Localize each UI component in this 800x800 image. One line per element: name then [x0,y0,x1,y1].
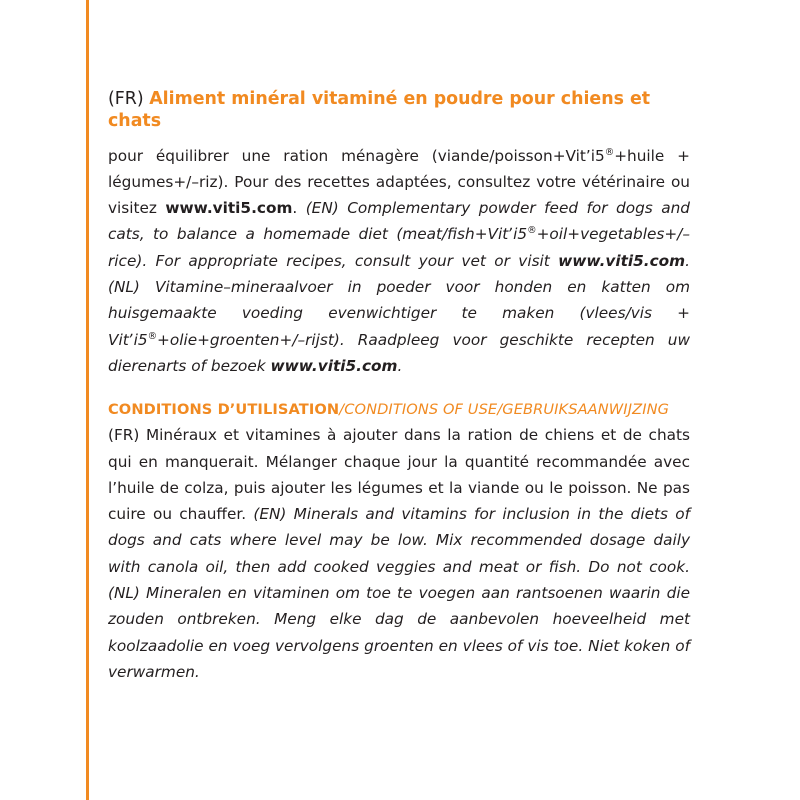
conditions-fr-language-tag: (FR) [108,426,140,445]
conditions-fr-text: Minéraux et vitamines à ajouter dans la ration de chiens et de chats qui en manquerait. Mélanger chaque jour la quantité recommandée avec lʼhuile de colza, puis ajouter les légumes et la viande ou le poisson. Ne pas cuire ou chauffer. [108,426,690,524]
accent-vertical-rule [86,0,89,800]
description-nl-language-tag: (NL) [108,278,140,297]
registered-trademark-symbol: ® [147,330,158,342]
website-link-nl[interactable]: www.viti5.com [270,356,398,375]
conditions-nl-language-tag: (NL) [108,583,140,602]
conditions-section-header [108,401,690,418]
registered-trademark-symbol: ® [604,146,615,158]
website-link-en[interactable]: www.viti5.com [558,251,686,270]
conditions-header-separator: / [497,401,503,419]
conditions-nl-text: Mineralen en vitaminen om toe te voegen aan rantsoenen waarin die zouden ontbreken. Meng elke dag de aanbevolen hoeveelheid met koolzaadolie en voeg vervolgens groenten en vlees of vis toe. Niet koken of verwarmen. [108,583,690,681]
description-en-language-tag: (EN) [305,199,339,218]
conditions-en-text: Minerals and vitamins for inclusion in the diets of dogs and cats where level may be low. Mix recommended dosage daily with canola oil, then add cooked veggies and meat or fish. Do not cook. [108,505,690,576]
description-nl-after-link: . [397,356,403,375]
description-en-part2: +oil+vegetables+/–rice). For appropriate recipes, consult your vet or visit [108,225,690,270]
heading-language-tag: (FR) [108,89,144,109]
page-title: Aliment minéral vitaminé en poudre pour chiens et chats [108,89,651,132]
registered-trademark-symbol: ® [527,225,537,237]
product-description-paragraph [108,143,690,380]
description-fr-part2: +huile + légumes+/–riz). Pour des recettes adaptées, consultez votre vétérinaire ou visitez [108,146,690,218]
website-link-fr[interactable]: www.viti5.com [165,199,293,218]
description-nl-part1: Vitamine–mineraalvoer in poeder voor honden en katten om huisgemaakte voeding evenwichtiger te maken (vlees/vis + Vitʼi5 [108,278,690,349]
label-content [108,88,690,685]
description-en-part1: Complementary powder feed for dogs and cats, to balance a homemade diet (meat/fish+Vitʼi5 [108,199,690,244]
description-fr-part1: pour équilibrer une ration ménagère (viande/poisson+Vitʼi5 [108,146,605,165]
conditions-header-nl: GEBRUIKSAANWIJZING [502,401,670,419]
conditions-header-en: CONDITIONS OF USE [344,401,498,419]
description-nl-part2: +olie+groenten+/–rijst). Raadpleeg voor geschikte recepten uw dierenarts of bezoek [108,330,690,375]
description-fr-after-link: . [292,199,306,218]
conditions-header-separator: / [339,401,345,419]
conditions-en-language-tag: (EN) [253,505,287,524]
product-heading [108,88,690,133]
conditions-of-use-paragraph [108,422,690,685]
conditions-header-fr: CONDITIONS DʼUTILISATION [108,401,340,419]
description-en-after-link: . [685,251,690,270]
